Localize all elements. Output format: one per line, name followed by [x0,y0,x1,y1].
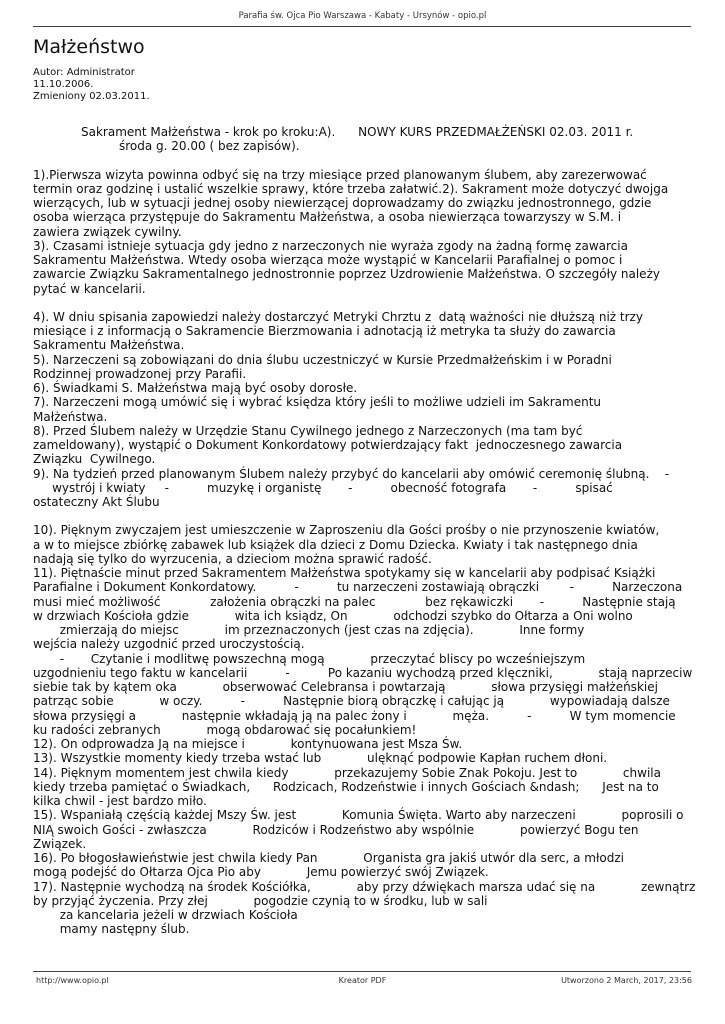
text-line: 13). Wszystkie momenty kiedy trzeba wstać lub ulęknąć podpowie Kapłan ruchem dłoni. [33,751,608,766]
text-line: siebie tak by kątem oka obserwować Celebransa i powtarzają słowa przysięgi małżeńskiej [33,680,658,694]
text-line: słowa przysięgi a następnie wkładają ją na palec żony i męża. - W tym momencie [33,708,676,723]
text-line: wierzących, lub w sytuacji jednej osoby niewierzącej doprowadzamy do związku jednostronnego, gdzie [33,196,652,210]
intro-paragraph [33,125,693,154]
text-line: 11). Piętnaście minut przed Sakramentem Małżeństwa spotykamy się w kancelarii aby podpisać Książki [33,566,656,580]
text-line: nadają się tylko do wyrzucenia, a dzieciom można sprawić radość. [33,551,432,566]
footer-url-link[interactable]: http://www.opio.pl [36,976,109,985]
meta-modified: Zmieniony 02.03.2011. [33,91,150,102]
text-line: wejścia należy uzgodnić przed uroczystością. [33,637,305,652]
meta-author: Autor: Administrator [33,67,135,78]
page-title: Małżeństwo [33,36,145,58]
paragraph-block-2 [33,310,693,510]
text-line: Parafialne i Dokument Konkordatowy. - tu narzeczeni zostawiają obrączki - Narzeczona [33,580,683,595]
text-line: musi mieć możliwość założenia obrączki na palec bez rękawiczki - Następnie stają [33,594,676,609]
text-line: by przyjąć życzenia. Przy złej pogodzie czynią to w środku, lub w sali [33,893,488,908]
page-header-site: Parafia św. Ojca Pio Warszawa - Kabaty - Ursynów - opio.pl [238,11,487,21]
text-line: 3). Czasami istnieje sytuacja gdy jedno z narzeczonych nie wyraża zgody na żadną formę zawarcia [33,238,628,253]
text-line: NIĄ swoich Gości - zwłaszcza Rodziców i Rodzeństwo aby wspólnie powierzyć Bogu ten [33,822,639,837]
text-line: 6). Świadkami S. Małżeństwa mają być osoby dorosłe. [33,381,358,395]
text-line: 17). Następnie wychodzą na środek Kościółka, aby przy dźwiękach marsza udać się na zewnątrz [33,879,696,894]
text-line: zameldowany), wystąpić o Dokument Konkordatowy potwierdzający fakt jednoczesnego zawarcia [33,438,623,452]
text-line: ostateczny Akt Ślubu [33,495,160,509]
intro-line: Sakrament Małżeństwa - krok po kroku:A). NOWY KURS PRZEDMAŁŻEŃSKI 02.03. 2011 r. [81,125,634,139]
text-line: miesiące i z informacją o Sakramencie Bierzmowania i adnotacją iż metryka ta służy do zawarcia [33,324,616,338]
intro-line: środa g. 20.00 ( bez zapisów). [119,139,300,154]
text-line: 4). W dniu spisania zapowiedzi należy dostarczyć Metryki Chrztu z datą ważności nie dłuższą niż trzy [33,309,643,324]
footer-created-date: Utworzono 2 March, 2017, 23:56 [561,976,692,985]
text-line: Sakramentu Małżeństwa. [33,338,185,353]
text-line: 8). Przed Ślubem należy w Urzędzie Stanu Cywilnego jednego z Narzeczonych (ma tam być [33,423,583,438]
header-divider [33,26,691,27]
text-line: uzgodnieniu tego faktu w kancelarii - Po kazaniu wychodzą przed klęczniki, stają naprzeciw [33,665,693,680]
text-line: mogą podejść do Ołtarza Ojca Pio aby Jemu powierzyć swój Związek. [33,865,489,880]
text-line: pytać w kancelarii. [33,281,146,296]
text-line: Sakramentu Małżeństwa. Wtedy osoba wierząca może wystąpić w Kancelarii Parafialnej o pomoc i [33,253,623,267]
text-line: 5). Narzeczeni są zobowiązani do dnia ślubu uczestniczyć w Kursie Przedmałżeńskim i w Poradni [33,352,612,367]
text-line: 14). Pięknym momentem jest chwila kiedy przekazujemy Sobie Znak Pokoju. Jest to chwila [33,765,661,780]
text-line: 9). Na tydzień przed planowanym Ślubem należy przybyć do kancelarii aby omówić ceremonię ślubną. - [33,466,670,481]
text-line: - Czytanie i modlitwę powszechną mogą przeczytać bliscy po wcześniejszym [33,651,586,666]
text-line: zawiera związek cywilny. [33,224,182,239]
text-line: zmierzają do miejsc im przeznaczonych (jest czas na zdjęcia). Inne formy [33,623,585,637]
text-line: osoba wierząca przystępuje do Sakramentu Małżeństwa, a osoba niewierząca towarzyszy w S.M. i [33,210,622,225]
text-line: 12). On odprowadza Ją na miejsce i kontynuowana jest Msza Św. [33,737,463,751]
text-line: a w to miejsce zbiórkę zabawek lub książek dla dzieci z Domu Dziecka. Kwiaty i tak następnego dnia [33,537,638,552]
text-line: termin oraz godzinę i ustalić wszelkie sprawy, które trzeba załatwić.2). Sakrament może dotyczyć dwojga [33,181,669,196]
footer-generator: Kreator PDF [338,976,387,985]
text-line: 15). Wspaniałą częścią każdej Mszy Św. jest Komunia Święta. Warto aby narzeczeni poprosili o [33,808,684,823]
article-meta [33,67,150,103]
paragraph-block-1 [33,168,693,296]
text-line: 7). Narzeczeni mogą umówić się i wybrać księdza który jeśli to możliwe udzieli im Sakramentu [33,395,602,410]
text-line: za kancelaria jeżeli w drzwiach Kościoła [33,908,298,922]
text-line: kilka chwil - jest bardzo miło. [33,794,207,808]
text-line: wystrój i kwiaty - muzykę i organistę - obecność fotografa - spisać [33,480,613,495]
article-body [33,125,696,937]
text-line: 10). Pięknym zwyczajem jest umieszczenie w Zaproszeniu dla Gości prośby o nie przynoszenie kwiatów, [33,523,660,538]
text-line: kiedy trzeba pamiętać o Świadkach, Rodzicach, Rodzeństwie i innych Gościach &ndash; Jest na to [33,779,659,794]
text-line: Związek. [33,836,87,851]
text-line: mamy następny ślub. [33,922,190,937]
text-line: ku radości zebranych mogą obdarować się pocałunkiem! [33,722,417,737]
text-line: Rodzinnej prowadzonej przy Parafii. [33,366,247,381]
paragraph-block-3 [33,523,696,937]
text-line: Małżeństwa. [33,409,108,424]
text-line: 16). Po błogosławieństwie jest chwila kiedy Pan Organista gra jakiś utwór dla serc, a młodzi [33,851,624,865]
text-line: 1).Pierwsza wizyta powinna odbyć się na trzy miesiące przed planowanym ślubem, aby zarezerwować [33,167,647,182]
text-line: patrząc sobie w oczy. - Następnie biorą obrączkę i całując ją wypowiadają dalsze [33,694,670,709]
text-line: Związku Cywilnego. [33,452,156,467]
footer-divider [33,971,691,972]
text-line: w drzwiach Kościoła gdzie wita ich ksiądz, On odchodzi szybko do Ołtarza a Oni wolno [33,608,633,623]
meta-created: 11.10.2006. [33,79,94,90]
text-line: zawarcie Związku Sakramentalnego jednostronnie poprzez Uzdrowienie Małżeństwa. O szczegóły należy [33,267,660,282]
